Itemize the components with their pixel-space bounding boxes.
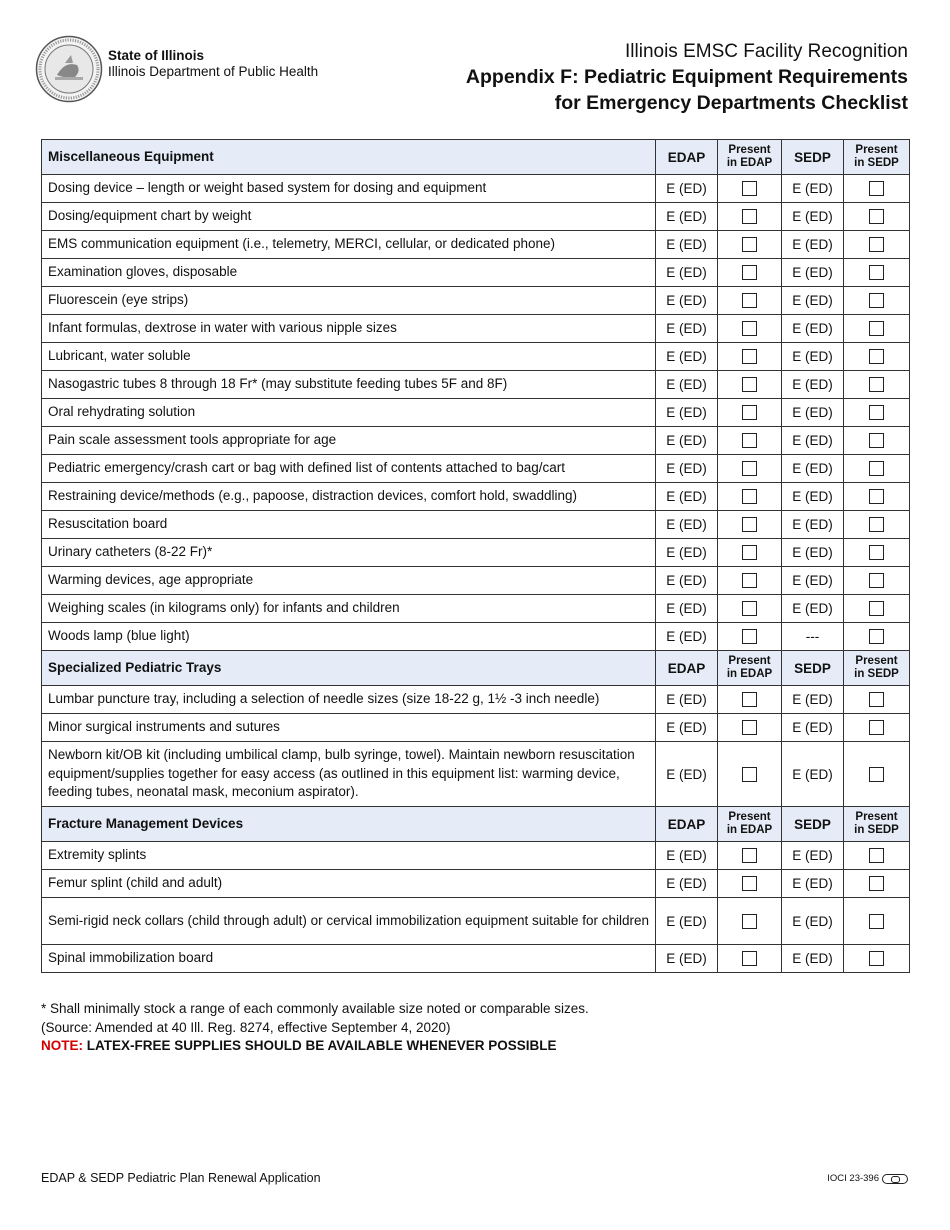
section-title: Fracture Management Devices: [42, 807, 656, 842]
present-in-sedp-checkbox[interactable]: [869, 377, 884, 392]
present-in-sedp-checkbox[interactable]: [869, 517, 884, 532]
present-in-sedp-checkbox[interactable]: [869, 433, 884, 448]
equipment-row: [42, 714, 910, 742]
source-citation: (Source: Amended at 40 Ill. Reg. 8274, effective September 4, 2020): [41, 1019, 451, 1035]
present-in-edap-checkbox[interactable]: [742, 876, 757, 891]
equipment-item: Spinal immobilization board: [42, 945, 656, 973]
edap-column-header: EDAP: [656, 140, 718, 175]
edap-requirement: E (ED): [656, 399, 718, 427]
present-in-sedp-cell: [844, 427, 910, 455]
edap-requirement: E (ED): [656, 203, 718, 231]
equipment-item: Lumbar puncture tray, including a selection of needle sizes (size 18-22 g, 1½ -3 inch needle): [42, 686, 656, 714]
present-in-sedp-checkbox[interactable]: [869, 461, 884, 476]
present-in-sedp-cell: [844, 231, 910, 259]
equipment-row: [42, 259, 910, 287]
equipment-row: [42, 231, 910, 259]
present-in-sedp-checkbox[interactable]: [869, 692, 884, 707]
title-line-1: Illinois EMSC Facility Recognition: [625, 41, 908, 62]
present-in-sedp-cell: [844, 511, 910, 539]
present-in-sedp-checkbox[interactable]: [869, 876, 884, 891]
present-in-edap-cell: [718, 371, 782, 399]
present-in-sedp-cell: [844, 203, 910, 231]
present-edap-column-header: [718, 140, 782, 175]
sedp-requirement: E (ED): [782, 714, 844, 742]
present-in-edap-checkbox[interactable]: [742, 181, 757, 196]
sedp-requirement: E (ED): [782, 427, 844, 455]
equipment-item: Lubricant, water soluble: [42, 343, 656, 371]
present-edap-line2: in EDAP: [726, 157, 773, 169]
present-in-edap-checkbox[interactable]: [742, 349, 757, 364]
section-header: [42, 807, 910, 842]
present-in-edap-cell: [718, 686, 782, 714]
present-in-edap-checkbox[interactable]: [742, 209, 757, 224]
present-in-sedp-cell: [844, 742, 910, 807]
equipment-item: Oral rehydrating solution: [42, 399, 656, 427]
sedp-requirement: E (ED): [782, 231, 844, 259]
department-name: Illinois Department of Public Health: [108, 64, 319, 79]
equipment-item: Warming devices, age appropriate: [42, 567, 656, 595]
present-in-edap-checkbox[interactable]: [742, 405, 757, 420]
present-in-edap-cell: [718, 455, 782, 483]
present-in-edap-checkbox[interactable]: [742, 377, 757, 392]
equipment-row: [42, 315, 910, 343]
edap-requirement: E (ED): [656, 595, 718, 623]
equipment-item: EMS communication equipment (i.e., telemetry, MERCI, cellular, or dedicated phone): [42, 231, 656, 259]
present-sedp-line2: in SEDP: [854, 668, 899, 680]
edap-requirement: E (ED): [656, 842, 718, 870]
edap-requirement: E (ED): [656, 287, 718, 315]
equipment-row: [42, 427, 910, 455]
present-sedp-line1: Present: [855, 655, 898, 667]
present-in-sedp-cell: [844, 259, 910, 287]
present-in-edap-cell: [718, 287, 782, 315]
present-in-edap-cell: [718, 399, 782, 427]
edap-requirement: E (ED): [656, 945, 718, 973]
sedp-requirement: E (ED): [782, 287, 844, 315]
present-in-edap-checkbox[interactable]: [742, 573, 757, 588]
present-in-edap-checkbox[interactable]: [742, 237, 757, 252]
section-header: [42, 651, 910, 686]
present-sedp-line1: Present: [855, 811, 898, 823]
equipment-row: [42, 623, 910, 651]
present-in-edap-checkbox[interactable]: [742, 720, 757, 735]
present-in-edap-cell: [718, 343, 782, 371]
present-in-sedp-cell: [844, 483, 910, 511]
present-in-edap-cell: [718, 945, 782, 973]
edap-requirement: E (ED): [656, 175, 718, 203]
present-in-sedp-checkbox[interactable]: [869, 181, 884, 196]
form-id: [827, 1173, 908, 1184]
sedp-requirement: E (ED): [782, 343, 844, 371]
equipment-row: [42, 371, 910, 399]
present-sedp-line2: in SEDP: [854, 824, 899, 836]
present-in-edap-checkbox[interactable]: [742, 951, 757, 966]
present-in-edap-checkbox[interactable]: [742, 293, 757, 308]
equipment-item: Pain scale assessment tools appropriate for age: [42, 427, 656, 455]
equipment-row: [42, 483, 910, 511]
equipment-item: Examination gloves, disposable: [42, 259, 656, 287]
present-in-edap-cell: [718, 898, 782, 945]
present-sedp-column-header: [844, 807, 910, 842]
sedp-requirement: ---: [782, 623, 844, 651]
footnotes: [41, 1000, 589, 1056]
note-text: LATEX-FREE SUPPLIES SHOULD BE AVAILABLE WHENEVER POSSIBLE: [83, 1038, 557, 1053]
present-in-sedp-checkbox[interactable]: [869, 545, 884, 560]
edap-requirement: E (ED): [656, 455, 718, 483]
edap-requirement: E (ED): [656, 870, 718, 898]
present-edap-column-header: [718, 807, 782, 842]
equipment-row: [42, 686, 910, 714]
present-in-sedp-checkbox[interactable]: [869, 601, 884, 616]
present-in-sedp-checkbox[interactable]: [869, 237, 884, 252]
equipment-item: Pediatric emergency/crash cart or bag with defined list of contents attached to bag/cart: [42, 455, 656, 483]
sedp-requirement: E (ED): [782, 203, 844, 231]
present-in-sedp-checkbox[interactable]: [869, 767, 884, 782]
present-edap-line2: in EDAP: [726, 824, 773, 836]
present-in-edap-checkbox[interactable]: [742, 767, 757, 782]
present-in-sedp-cell: [844, 945, 910, 973]
sedp-requirement: E (ED): [782, 567, 844, 595]
present-in-sedp-cell: [844, 595, 910, 623]
present-in-edap-cell: [718, 427, 782, 455]
present-in-sedp-cell: [844, 870, 910, 898]
present-in-sedp-checkbox[interactable]: [869, 951, 884, 966]
present-in-edap-cell: [718, 842, 782, 870]
present-in-sedp-checkbox[interactable]: [869, 914, 884, 929]
present-in-sedp-cell: [844, 175, 910, 203]
sedp-requirement: E (ED): [782, 870, 844, 898]
present-in-sedp-cell: [844, 315, 910, 343]
present-in-sedp-checkbox[interactable]: [869, 629, 884, 644]
present-in-sedp-cell: [844, 455, 910, 483]
present-in-edap-cell: [718, 231, 782, 259]
equipment-row: [42, 742, 910, 807]
edap-column-header: EDAP: [656, 651, 718, 686]
sedp-requirement: E (ED): [782, 315, 844, 343]
equipment-row: [42, 175, 910, 203]
edap-requirement: E (ED): [656, 315, 718, 343]
edap-requirement: E (ED): [656, 742, 718, 807]
present-in-edap-checkbox[interactable]: [742, 517, 757, 532]
section-title: Specialized Pediatric Trays: [42, 651, 656, 686]
sedp-requirement: E (ED): [782, 595, 844, 623]
equipment-item: Semi-rigid neck collars (child through adult) or cervical immobilization equipment suitable for children: [42, 898, 656, 945]
sedp-requirement: E (ED): [782, 842, 844, 870]
sedp-requirement: E (ED): [782, 511, 844, 539]
present-in-edap-cell: [718, 567, 782, 595]
edap-requirement: E (ED): [656, 259, 718, 287]
equipment-row: [42, 511, 910, 539]
equipment-item: Extremity splints: [42, 842, 656, 870]
note-label: NOTE:: [41, 1038, 83, 1053]
agency-block: [108, 48, 318, 80]
sedp-requirement: E (ED): [782, 455, 844, 483]
present-edap-line1: Present: [728, 144, 771, 156]
present-in-edap-checkbox[interactable]: [742, 601, 757, 616]
present-in-edap-cell: [718, 539, 782, 567]
present-in-sedp-checkbox[interactable]: [869, 209, 884, 224]
present-in-sedp-checkbox[interactable]: [869, 573, 884, 588]
equipment-row: [42, 343, 910, 371]
equipment-item: Restraining device/methods (e.g., papoose, distraction devices, comfort hold, swaddling): [42, 483, 656, 511]
present-in-edap-checkbox[interactable]: [742, 848, 757, 863]
section-title: Miscellaneous Equipment: [42, 140, 656, 175]
present-in-edap-cell: [718, 483, 782, 511]
latex-note: [41, 1037, 589, 1056]
section-header: [42, 140, 910, 175]
state-name: State of Illinois: [108, 48, 205, 63]
equipment-item: Infant formulas, dextrose in water with various nipple sizes: [42, 315, 656, 343]
edap-requirement: E (ED): [656, 343, 718, 371]
present-in-edap-checkbox[interactable]: [742, 545, 757, 560]
present-edap-column-header: [718, 651, 782, 686]
printer-logo-icon: [882, 1174, 908, 1184]
sedp-requirement: E (ED): [782, 898, 844, 945]
present-in-edap-checkbox[interactable]: [742, 461, 757, 476]
present-edap-line1: Present: [728, 811, 771, 823]
footnote: * Shall minimally stock a range of each commonly available size noted or comparable sizes.: [41, 1001, 589, 1016]
sedp-requirement: E (ED): [782, 539, 844, 567]
equipment-item: Femur splint (child and adult): [42, 870, 656, 898]
equipment-row: [42, 842, 910, 870]
equipment-item: Urinary catheters (8-22 Fr)*: [42, 539, 656, 567]
present-in-sedp-cell: [844, 714, 910, 742]
equipment-row: [42, 287, 910, 315]
sedp-requirement: E (ED): [782, 399, 844, 427]
equipment-checklist-table: [41, 139, 910, 973]
present-in-edap-checkbox[interactable]: [742, 489, 757, 504]
present-in-edap-checkbox[interactable]: [742, 692, 757, 707]
present-in-sedp-cell: [844, 399, 910, 427]
present-in-edap-cell: [718, 203, 782, 231]
edap-requirement: E (ED): [656, 686, 718, 714]
edap-requirement: E (ED): [656, 898, 718, 945]
present-in-sedp-cell: [844, 287, 910, 315]
present-sedp-column-header: [844, 140, 910, 175]
edap-requirement: E (ED): [656, 623, 718, 651]
present-in-edap-cell: [718, 742, 782, 807]
equipment-row: [42, 567, 910, 595]
present-in-edap-checkbox[interactable]: [742, 321, 757, 336]
present-in-edap-cell: [718, 259, 782, 287]
present-in-sedp-cell: [844, 539, 910, 567]
sedp-column-header: SEDP: [782, 651, 844, 686]
edap-requirement: E (ED): [656, 567, 718, 595]
equipment-row: [42, 399, 910, 427]
present-in-edap-checkbox[interactable]: [742, 265, 757, 280]
present-in-sedp-cell: [844, 371, 910, 399]
equipment-row: [42, 455, 910, 483]
present-in-edap-checkbox[interactable]: [742, 433, 757, 448]
equipment-row: [42, 203, 910, 231]
title-line-2: Appendix F: Pediatric Equipment Requirements: [465, 66, 908, 88]
equipment-item: Minor surgical instruments and sutures: [42, 714, 656, 742]
present-in-sedp-cell: [844, 842, 910, 870]
present-in-sedp-checkbox[interactable]: [869, 293, 884, 308]
title-line-3: for Emergency Departments Checklist: [554, 92, 908, 114]
application-name: EDAP & SEDP Pediatric Plan Renewal Application: [41, 1171, 321, 1185]
sedp-requirement: E (ED): [782, 259, 844, 287]
state-seal-icon: [35, 35, 103, 103]
present-in-sedp-cell: [844, 343, 910, 371]
equipment-item: Weighing scales (in kilograms only) for infants and children: [42, 595, 656, 623]
edap-column-header: EDAP: [656, 807, 718, 842]
equipment-item: Woods lamp (blue light): [42, 623, 656, 651]
present-in-sedp-cell: [844, 898, 910, 945]
present-in-sedp-checkbox[interactable]: [869, 720, 884, 735]
equipment-item: Dosing device – length or weight based system for dosing and equipment: [42, 175, 656, 203]
form-number: IOCI 23-396: [827, 1173, 879, 1184]
edap-requirement: E (ED): [656, 371, 718, 399]
sedp-requirement: E (ED): [782, 371, 844, 399]
sedp-requirement: E (ED): [782, 175, 844, 203]
present-in-sedp-checkbox[interactable]: [869, 265, 884, 280]
present-in-edap-cell: [718, 595, 782, 623]
present-in-edap-cell: [718, 511, 782, 539]
present-in-edap-cell: [718, 315, 782, 343]
equipment-row: [42, 945, 910, 973]
equipment-row: [42, 595, 910, 623]
present-in-edap-cell: [718, 623, 782, 651]
equipment-row: [42, 870, 910, 898]
edap-requirement: E (ED): [656, 483, 718, 511]
document-title: [466, 40, 908, 116]
edap-requirement: E (ED): [656, 511, 718, 539]
present-in-edap-checkbox[interactable]: [742, 629, 757, 644]
equipment-row: [42, 898, 910, 945]
present-in-sedp-checkbox[interactable]: [869, 349, 884, 364]
present-sedp-line1: Present: [855, 144, 898, 156]
equipment-item: Resuscitation board: [42, 511, 656, 539]
sedp-column-header: SEDP: [782, 140, 844, 175]
sedp-column-header: SEDP: [782, 807, 844, 842]
present-in-edap-cell: [718, 870, 782, 898]
edap-requirement: E (ED): [656, 714, 718, 742]
present-in-sedp-cell: [844, 623, 910, 651]
present-edap-line1: Present: [728, 655, 771, 667]
present-in-sedp-cell: [844, 567, 910, 595]
present-in-sedp-cell: [844, 686, 910, 714]
present-sedp-line2: in SEDP: [854, 157, 899, 169]
present-in-edap-cell: [718, 714, 782, 742]
present-sedp-column-header: [844, 651, 910, 686]
present-edap-line2: in EDAP: [726, 668, 773, 680]
present-in-sedp-checkbox[interactable]: [869, 321, 884, 336]
equipment-item: Newborn kit/OB kit (including umbilical clamp, bulb syringe, towel). Maintain newborn resuscitation equipment/supplies together for easy access (as outlined in this equipment list: warming device, feeding tubes, neonatal mask, meconium aspirator).: [42, 742, 656, 807]
sedp-requirement: E (ED): [782, 483, 844, 511]
present-in-edap-cell: [718, 175, 782, 203]
edap-requirement: E (ED): [656, 231, 718, 259]
equipment-item: Dosing/equipment chart by weight: [42, 203, 656, 231]
edap-requirement: E (ED): [656, 539, 718, 567]
edap-requirement: E (ED): [656, 427, 718, 455]
equipment-item: Fluorescein (eye strips): [42, 287, 656, 315]
present-in-sedp-checkbox[interactable]: [869, 405, 884, 420]
sedp-requirement: E (ED): [782, 945, 844, 973]
sedp-requirement: E (ED): [782, 742, 844, 807]
present-in-sedp-checkbox[interactable]: [869, 848, 884, 863]
equipment-row: [42, 539, 910, 567]
present-in-sedp-checkbox[interactable]: [869, 489, 884, 504]
present-in-edap-checkbox[interactable]: [742, 914, 757, 929]
equipment-item: Nasogastric tubes 8 through 18 Fr* (may substitute feeding tubes 5F and 8F): [42, 371, 656, 399]
sedp-requirement: E (ED): [782, 686, 844, 714]
